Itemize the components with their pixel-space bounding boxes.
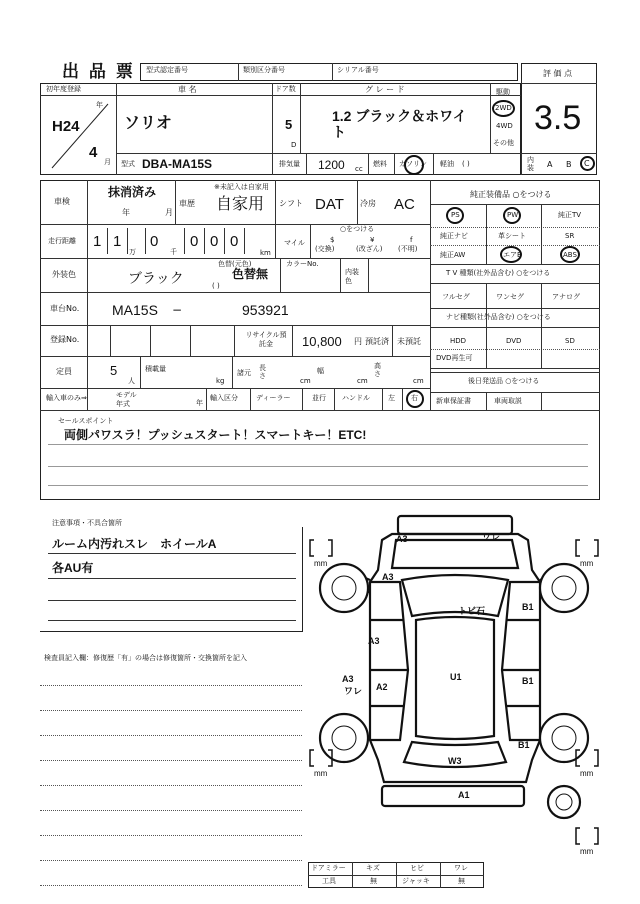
grade-value: 1.2 ブラック＆ホワイト [332, 108, 467, 140]
mark-windshield-chip: トビ石 [458, 606, 486, 616]
category-label: 類別区分番号 [243, 66, 285, 74]
chassis-number: 953921 [242, 302, 289, 318]
mark-front-bumper-crack: ワレ [482, 532, 501, 542]
score-label: 評 価 点 [543, 69, 573, 78]
usage-value: 自家用 [216, 196, 265, 213]
car-damage-diagram [300, 510, 610, 860]
bracket-unit-fr: mm [580, 559, 594, 568]
doors-value: 5 [285, 117, 293, 132]
notes-line-1: ルーム内汚れスレ ホイールA [52, 537, 217, 551]
mark-left-rear-crack: ワレ [344, 686, 363, 696]
first-reg-month: 4 [89, 144, 98, 161]
notes-line-2: 各AU有 [52, 561, 94, 575]
odo-digit-2: 1 [113, 233, 122, 250]
type-cert-label: 型式認定番号 [146, 66, 188, 74]
car-name: ソリオ [124, 115, 172, 132]
exterior-color: ブラック [128, 270, 184, 286]
recycle-fee: 10,800 [302, 334, 342, 349]
ac-value: AC [394, 196, 415, 213]
capacity-value: 5 [110, 363, 118, 378]
odo-digit-5: 0 [210, 233, 219, 250]
mark-left-door-a3: A3 [368, 636, 380, 646]
mark-left-slide-a2: A2 [376, 682, 388, 692]
grade-label: グ レ ー ド [365, 85, 405, 94]
score-value: 3.5 [534, 99, 582, 137]
bracket-unit-fl: mm [314, 559, 328, 568]
model-code: DBA-MA15S [142, 157, 213, 171]
chassis-prefix: MA15S [112, 302, 158, 318]
odo-digit-1: 1 [93, 233, 102, 250]
header-id-box [140, 63, 518, 81]
odo-digit-4: 0 [190, 233, 199, 250]
mark-right-rear-b1: B1 [518, 740, 530, 750]
mark-right-slide-b1: B1 [522, 676, 534, 686]
serial-label: シリアル番号 [337, 66, 379, 74]
mark-front-bumper-a3: A3 [396, 534, 408, 544]
odo-digit-6: 0 [230, 233, 239, 250]
mark-left-rear-a3: A3 [342, 674, 354, 684]
shift-value: DAT [315, 196, 344, 213]
document-title: 出 品 票 [62, 62, 135, 82]
doors-label: ドア数 [275, 85, 296, 93]
mark-rear-glass-w3: W3 [448, 756, 462, 766]
odo-digit-3: 0 [150, 233, 159, 250]
color-change: 色替無 [232, 267, 269, 281]
mark-roof-u1: U1 [450, 672, 462, 682]
fuel-gasoline-circle [404, 155, 424, 175]
first-reg-label: 初年度登録 [46, 85, 81, 93]
inspector-note: 検査員記入欄：修復歴「有」の場合は修復箇所・交換箇所を記入 [44, 654, 247, 662]
mark-right-front-b1: B1 [522, 602, 534, 612]
car-name-label: 車 名 [178, 85, 197, 94]
drive-2wd: 2WD [495, 104, 512, 112]
mark-fender-a3: A3 [382, 572, 394, 582]
mark-rear-bumper-a1: A1 [458, 790, 470, 800]
first-reg-year: H24 [52, 118, 80, 135]
sales-point-text: 両側パワスラ！プッシュスタート！スマートキー！ETC! [64, 428, 367, 442]
displacement: 1200 [318, 158, 345, 172]
inspection-status: 抹消済み [108, 185, 157, 199]
bracket-unit-spare: mm [580, 847, 594, 856]
bracket-unit-rr: mm [580, 769, 594, 778]
bracket-unit-rl: mm [314, 769, 328, 778]
